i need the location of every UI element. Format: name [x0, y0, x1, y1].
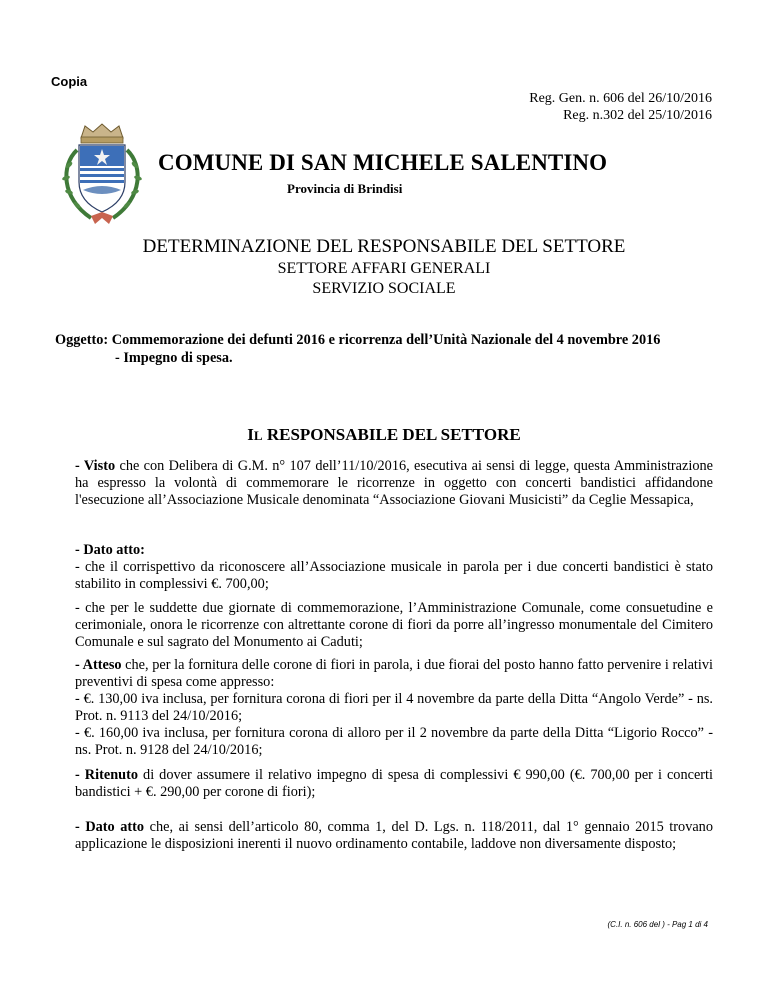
municipality-name: COMUNE DI SAN MICHELE SALENTINO [158, 150, 608, 175]
paragraph-atteso: - Atteso che, per la fornitura delle corone di fiori in parola, i due fiorai del posto hanno fatto pervenire i relativi preventivi di spesa come appresso: - €. 130,00 iva inclusa, per fornitura corona di fiori per il 4 novembre da parte della Ditta “Angolo Verde” - ns. Prot. n. 9113 del 24/10/2016; - €. 160,00 iva inclusa, per fornitura corona di alloro per il 2 novembre da parte della Ditta “Ligorio Rocco” - ns. Prot. n. 9128 del 24/10/2016; [75, 657, 713, 758]
subject-label: Oggetto: [55, 332, 109, 348]
province-name: Provincia di Brindisi [287, 181, 403, 196]
quote-item-2: - €. 160,00 iva inclusa, per fornitura corona di alloro per il 2 novembre da parte della Ditta “Ligorio Rocco” - ns. Prot. n. 9128 del 24/10/2016; [75, 725, 713, 758]
subject-line-2: - Impegno di spesa. [115, 350, 233, 366]
copy-label: Copia [51, 74, 88, 89]
paragraph-dato-atto-2: - Dato atto che, ai sensi dell’articolo 80, comma 1, del D. Lgs. n. 118/2011, dal 1° gennaio 2015 trovano applicazione le disposizioni inerenti il nuovo ordinamento contabile, laddove non diversamente disposto; [75, 819, 713, 852]
service-name: SERVIZIO SOCIALE [312, 280, 456, 297]
quote-item-1: - €. 130,00 iva inclusa, per fornitura corona di fiori per il 4 novembre da parte della Ditta “Angolo Verde” - ns. Prot. n. 9113 del 24/10/2016; [75, 691, 713, 724]
section-heading: IL RESPONSABILE DEL SETTORE [247, 425, 521, 444]
subject-block [55, 331, 660, 367]
sector-name: SETTORE AFFARI GENERALI [277, 260, 491, 277]
paragraph-dato-atto: - Dato atto: - che il corrispettivo da riconoscere all’Associazione musicale in parola per i due concerti bandistici è stato stabilito in complessivi €. 700,00; [75, 542, 713, 592]
reg-number: Reg. n.302 del 25/10/2016 [563, 108, 712, 123]
paragraph-visto: - Visto che con Delibera di G.M. n° 107 dell’11/10/2016, esecutiva ai sensi di legge, questa Amministrazione ha espresso la volontà di commemorare le ricorrenze in oggetto con concerti bandistici affidandone l'esecuzione all’Associazione Musicale denominata “Associazione Giovani Musicisti” da Ceglie Messapica, [75, 458, 713, 508]
coat-of-arms-icon [55, 120, 150, 230]
reg-gen-number: Reg. Gen. n. 606 del 26/10/2016 [529, 91, 712, 106]
paragraph-ritenuto: - Ritenuto di dover assumere il relativo impegno di spesa di complessivi € 990,00 (€. 700,00 per i concerti bandistici + €. 290,00 per corone di fiori); [75, 767, 714, 800]
paragraph-che-per: - che per le suddette due giornate di commemorazione, l’Amministrazione Comunale, come consuetudine e cerimoniale, onora le ricorrenze con altrettante corone di fiori da porre all’ingresso monumentale del Cimitero Comunale e sul sagrato del Monumento ai Caduti; [75, 600, 713, 650]
subject-line-1: Commemorazione dei defunti 2016 e ricorrenza dell’Unità Nazionale del 4 novembre 2016 [111, 332, 661, 348]
document-title: DETERMINAZIONE DEL RESPONSABILE DEL SETTORE [142, 236, 626, 257]
page-footer: (C.I. n. 606 del ) - Pag 1 di 4 [607, 920, 708, 929]
